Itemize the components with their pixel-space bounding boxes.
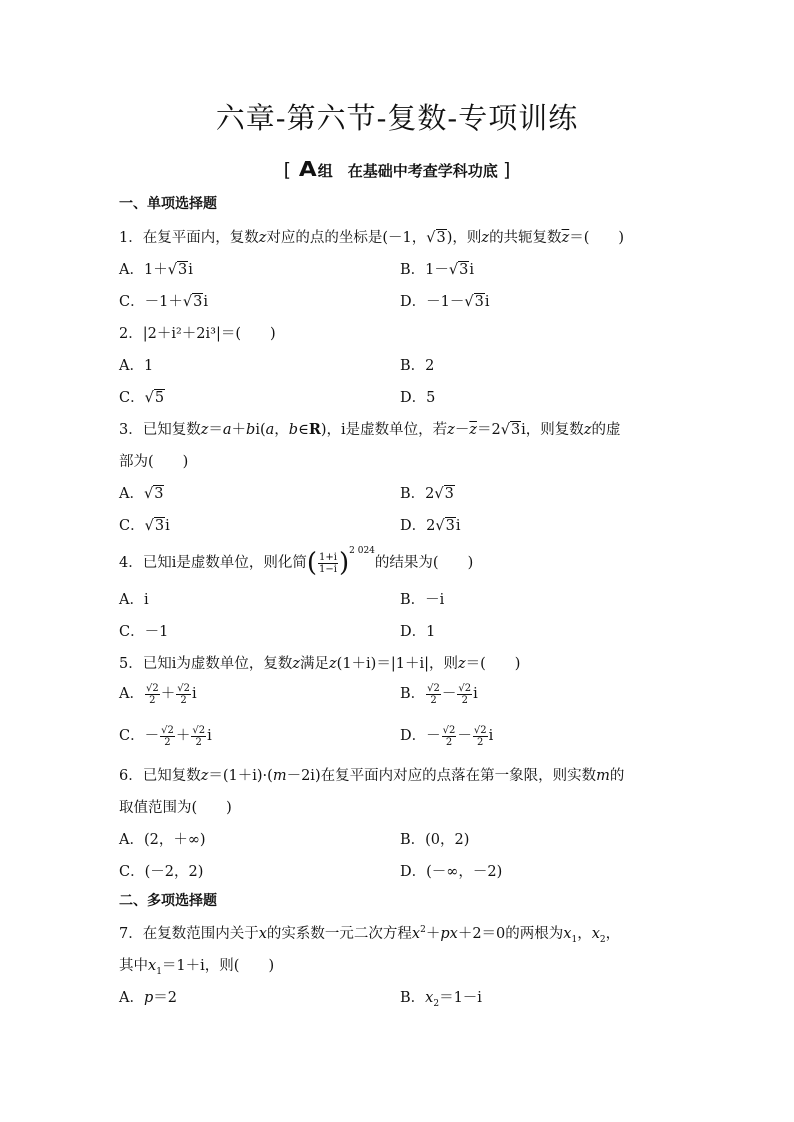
fraction (191, 725, 206, 748)
q5-text: 5．已知i为虚数单位，复数 (119, 656, 293, 672)
question-2: 2．|2＋i²＋2i³|＝( ) (119, 326, 276, 342)
denominator: 2 (445, 736, 453, 748)
bracket-close: ] (502, 159, 511, 181)
numerator: √2 (427, 682, 440, 694)
fraction (176, 683, 191, 706)
q5-var: z (457, 656, 466, 672)
question-5 (119, 652, 520, 673)
imag: i (207, 728, 212, 744)
q1-var: z (258, 230, 267, 246)
q5-var: z (329, 656, 337, 672)
imag: i (191, 686, 197, 702)
op: ＋ (160, 686, 176, 702)
q7-var: x (411, 926, 421, 942)
sqrt: √3 (500, 422, 521, 438)
sqrt: √3 (464, 294, 484, 310)
numerator: √2 (192, 724, 206, 736)
opt-text: ＝2 (153, 990, 178, 1006)
denominator: 2 (430, 694, 437, 706)
imag: i (473, 686, 478, 702)
q3-option-b (400, 482, 455, 503)
q2-option-b: B．2 (400, 358, 435, 374)
opt-label: D．－1－ (400, 294, 465, 310)
q3-var: b (288, 422, 299, 438)
sqrt: √3 (167, 262, 188, 278)
imag: i (165, 518, 170, 534)
q7-sub: 1 (571, 934, 578, 945)
opt-label: C．－ (119, 728, 160, 744)
q7-text: ＝1＋i，则( ) (161, 958, 275, 974)
q3-option-c (119, 514, 170, 535)
q2-option-a: A．1 (119, 358, 154, 374)
q1-text: ＝( ) (569, 230, 625, 246)
q6-option-d: D．(－∞，－2) (400, 864, 503, 880)
q1-option-d (400, 290, 489, 311)
fraction (442, 725, 457, 748)
q1-option-c (119, 290, 208, 311)
q3-var: z (200, 422, 209, 438)
opt-label: D．2 (400, 518, 436, 534)
question-3-cont: 部为( ) (119, 454, 189, 470)
q5-option-d (400, 724, 493, 748)
paren-close: ) (338, 548, 350, 578)
opt-label: B． (400, 686, 426, 702)
op: － (457, 728, 472, 744)
op: － (441, 686, 457, 702)
opt-label: B．1－ (400, 262, 449, 278)
q6-text: 6．已知复数 (119, 768, 201, 784)
q1-var: z (481, 230, 490, 246)
sqrt: √3 (434, 486, 454, 502)
question-7 (119, 922, 620, 945)
q5-text: 满足 (300, 656, 330, 672)
imag: i (188, 262, 193, 278)
q4-option-a: A．i (119, 592, 149, 608)
q7-text: ， (577, 926, 592, 942)
group-badge: A (299, 157, 317, 181)
sqrt: √3 (143, 486, 164, 502)
q1-option-a (119, 258, 193, 279)
numerator: √2 (458, 682, 472, 694)
q7-text: ， (605, 926, 621, 942)
q7-text: 的实系数一元二次方程 (266, 926, 412, 942)
opt-label: D．－ (400, 728, 441, 744)
q7-text: 其中 (119, 958, 148, 974)
q4-option-d: D．1 (400, 624, 436, 640)
q7-text: ＋2＝0的两根为 (457, 926, 564, 942)
q6-var: m (272, 768, 287, 784)
q5-text: ＝( ) (465, 656, 521, 672)
imag: i (455, 518, 461, 534)
q6-text: －2i)在复平面内对应的点落在第一象限，则实数 (286, 768, 597, 784)
q7-var: x (425, 990, 434, 1006)
q4-exponent: 2 024 (349, 546, 375, 556)
opt-label: A． (119, 990, 144, 1006)
q1-text: 对应的点的坐标是(－1， (266, 230, 427, 246)
question-7-cont (119, 954, 274, 977)
q5-text: (1＋i)＝|1＋i|，则 (336, 656, 458, 672)
question-6 (119, 764, 624, 785)
q3-text: ∈ (298, 422, 309, 438)
group-header (0, 157, 794, 181)
q4-option-c: C．－1 (119, 624, 169, 640)
q7-var: x (148, 958, 157, 974)
q7-var: p (143, 990, 154, 1006)
q3-text: 的虚 (591, 422, 621, 438)
q3-var: a (222, 422, 232, 438)
q3-option-a (119, 482, 164, 503)
section-single-choice: 一、单项选择题 (119, 196, 217, 212)
q3-text: ＝ (208, 422, 223, 438)
opt-label: C．－1＋ (119, 294, 183, 310)
q6-option-c: C．(－2，2) (119, 864, 204, 880)
q3-var: z (447, 422, 455, 438)
sqrt: √3 (182, 294, 203, 310)
q7-text: 7．在复数范围内关于 (119, 926, 259, 942)
numerator: 1+i (319, 551, 337, 563)
numerator: √2 (145, 682, 159, 694)
q6-text: 的 (609, 768, 625, 784)
q6-var: m (596, 768, 610, 784)
q7-var: x (563, 926, 572, 942)
question-6-cont: 取值范围为( ) (119, 800, 232, 816)
q7-sub: 2 (599, 934, 606, 945)
opt-label: A．1＋ (119, 262, 168, 278)
denominator: 2 (195, 736, 202, 748)
q7-sub: 1 (156, 966, 162, 977)
q5-option-b (400, 682, 478, 706)
q6-text: ＝(1＋i)·( (208, 768, 273, 784)
q5-var: z (292, 656, 301, 672)
q1-text: )，则 (446, 230, 482, 246)
q3-text: i，则复数 (521, 422, 584, 438)
paren-open: ( (306, 548, 318, 578)
q3-text: ＝2 (476, 422, 501, 438)
opt-label: C． (119, 518, 145, 534)
q7-text: ＋ (425, 926, 441, 942)
q5-option-a (119, 682, 197, 706)
q1-option-b (400, 258, 474, 279)
section-multiple-choice: 二、多项选择题 (119, 893, 217, 909)
opt-label: A． (119, 686, 144, 702)
denominator: 2 (149, 694, 156, 706)
q7-option-a (119, 986, 177, 1007)
q7-var: x (258, 926, 267, 942)
q3-text: 3．已知复数 (119, 422, 201, 438)
imag: i (484, 294, 490, 310)
imag: i (203, 294, 208, 310)
q1-text: 的共轭复数 (489, 230, 562, 246)
question-1 (119, 226, 624, 247)
q5-option-c (119, 724, 212, 748)
q7-sup: 2 (420, 925, 426, 936)
q3-text: )，i是虚数单位，若 (320, 422, 448, 438)
opt-text: ＝1－i (439, 990, 482, 1006)
sqrt: √3 (144, 518, 165, 534)
q2-option-d: D．5 (400, 390, 436, 406)
q1-conjugate: $\overline{z}$ (561, 230, 570, 246)
q7-var: p (440, 926, 450, 942)
fraction (145, 683, 160, 706)
q4-text: 4．已知i是虚数单位，则化简 (119, 555, 307, 571)
q7-var: x (449, 926, 458, 942)
q6-option-b: B．(0，2) (400, 832, 470, 848)
q4-fraction (318, 552, 338, 575)
denominator: 1−i (319, 563, 337, 575)
q3-text: ， (274, 422, 289, 438)
group-label: 组 在基础中考查学科功底 (317, 162, 498, 180)
fraction (473, 725, 488, 748)
denominator: 2 (461, 694, 468, 706)
q3-var: b (246, 422, 256, 438)
q2-option-c (119, 386, 165, 407)
q3-conjugate: $\overline{z}$ (469, 422, 477, 438)
imag: i (469, 262, 475, 278)
q3-set: R (308, 421, 321, 438)
numerator: √2 (473, 724, 487, 736)
q4-text: 的结果为( ) (374, 555, 474, 571)
q1-text: 1．在复平面内，复数 (119, 230, 259, 246)
opt-label: C． (119, 390, 145, 406)
numerator: √2 (177, 682, 190, 694)
q6-var: z (200, 768, 209, 784)
imag: i (488, 728, 494, 744)
denominator: 2 (180, 694, 187, 706)
sqrt: √5 (144, 390, 165, 406)
numerator: √2 (161, 724, 174, 736)
q3-text: ＋ (231, 422, 247, 438)
numerator: √2 (442, 724, 456, 736)
page-title: 六章-第六节-复数-专项训练 (215, 101, 579, 135)
q3-text: － (454, 422, 470, 438)
fraction (160, 725, 175, 748)
opt-label: B．2 (400, 486, 435, 502)
opt-label: A． (119, 486, 144, 502)
question-3 (119, 418, 620, 439)
q6-option-a: A．(2，＋∞) (119, 832, 206, 848)
sqrt: √3 (448, 262, 469, 278)
sqrt: √3 (435, 518, 455, 534)
q3-var: z (583, 422, 592, 438)
q3-text: i( (255, 422, 266, 438)
q1-sqrt: √3 (426, 230, 446, 246)
q4-option-b: B．－i (400, 592, 445, 608)
denominator: 2 (164, 736, 171, 748)
q7-option-b (400, 986, 482, 1009)
op: ＋ (175, 728, 191, 744)
fraction (426, 683, 441, 706)
opt-label: B． (400, 990, 426, 1006)
denominator: 2 (477, 736, 484, 748)
q3-var: a (265, 422, 275, 438)
fraction (457, 683, 472, 706)
bracket-open: [ (283, 159, 292, 181)
q3-option-d (400, 514, 460, 535)
q7-var: x (591, 926, 600, 942)
q7-sub: 2 (433, 998, 440, 1009)
question-4 (119, 546, 474, 578)
